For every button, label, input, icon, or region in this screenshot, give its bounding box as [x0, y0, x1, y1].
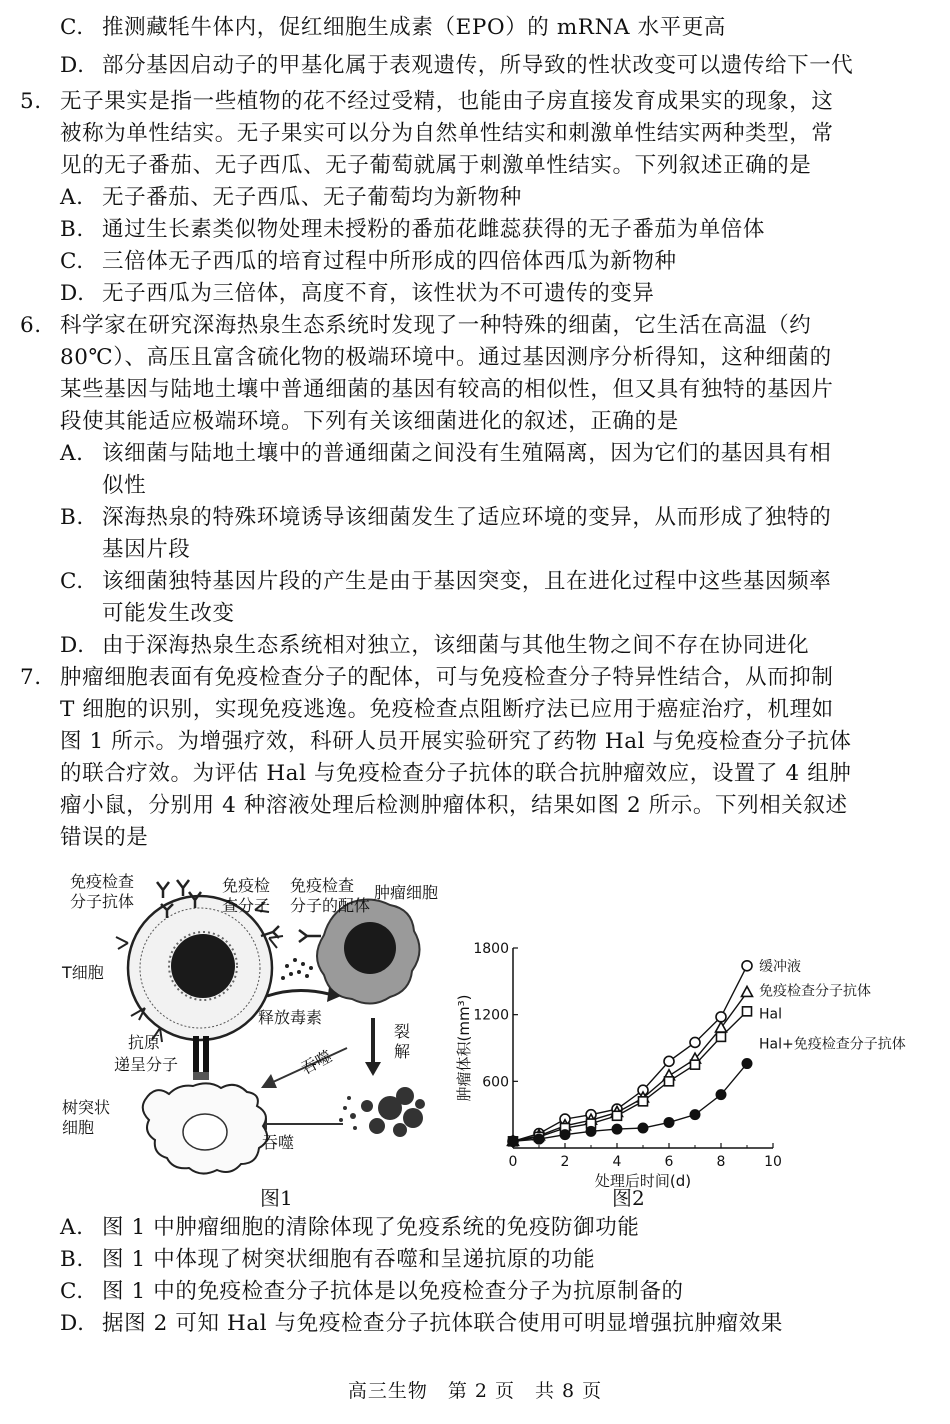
fig1-label-checkpoint: [222, 876, 270, 916]
fig1-label-tcell: T细胞: [62, 963, 104, 982]
marker-filled-circle: [534, 1134, 544, 1144]
series-legend-label: 免疫检查分子抗体: [759, 983, 871, 1000]
q7-stem-line5: 瘤小鼠，分别用 4 种溶液处理后检测肿瘤体积，结果如图 2 所示。下列相关叙述: [60, 793, 848, 818]
series-1: [508, 986, 753, 1145]
series-line: [513, 1064, 747, 1142]
y-tick-label: 1800: [473, 941, 509, 957]
fig1-label-lysis: [394, 1022, 410, 1062]
q6-option-a-label: A.: [60, 441, 84, 466]
q4-option-d-text: 部分基因启动子的甲基化属于表观遗传，所导致的性状改变可以遗传给下一代: [102, 53, 854, 78]
q6-option-b-label: B.: [60, 505, 84, 530]
fig1-label-dendritic-l1: 树突状: [62, 1098, 111, 1117]
series-legend-label: 缓冲液: [759, 958, 801, 975]
q5-option-c-text: 三倍体无子西瓜的培育过程中所形成的四倍体西瓜为新物种: [102, 249, 677, 274]
toxin-dots: [281, 958, 313, 980]
q7-stem-line1: 肿瘤细胞表面有免疫检查分子的配体，可与免疫检查分子特异性结合，从而抑制: [60, 665, 834, 690]
q7-option-d-label: D.: [60, 1311, 85, 1336]
q6-stem-line1: 科学家在研究深海热泉生态系统时发现了一种特殊的细菌，它生活在高温（约: [60, 313, 812, 338]
q5-stem-line1: 无子果实是指一些植物的花不经过受精，也能由子房直接发育成果实的现象，这: [60, 89, 834, 114]
q6-stem-line2: 80℃）、高压且富含硫化物的极端环境中。通过基因测序分析得知，这种细菌的: [60, 345, 832, 370]
q5-option-b-label: B.: [60, 217, 84, 242]
fig1-label-ligand-l2: 分子的配体: [290, 896, 371, 915]
q6-option-a-cont: 似性: [102, 473, 147, 498]
fig1-label-checkpoint-l2: 查分子: [222, 896, 271, 915]
x-tick-label: 6: [664, 1154, 674, 1170]
x-tick-label: 0: [508, 1154, 518, 1170]
q7-stem-line6: 错误的是: [60, 825, 149, 850]
marker-open-square: [743, 1007, 752, 1016]
fig1-label-lysis-1: 裂: [394, 1022, 411, 1041]
marker-filled-circle: [586, 1126, 596, 1136]
q5-option-a-text: 无子番茄、无子西瓜、无子葡萄均为新物种: [102, 185, 522, 210]
q6-option-d-text: 由于深海热泉生态系统相对独立，该细菌与其他生物之间不存在协同进化: [102, 633, 810, 658]
q6-option-b-text: 深海热泉的特殊环境诱导该细菌发生了适应环境的变异，从而形成了独特的: [102, 505, 832, 530]
x-axis-label: 处理后时间(d): [594, 1172, 692, 1190]
fig1-label-antibody-l2: 分子抗体: [70, 892, 135, 911]
series-2: [509, 1007, 752, 1146]
marker-filled-circle: [508, 1136, 518, 1146]
marker-open-circle: [690, 1037, 700, 1047]
q4-option-c: [60, 12, 726, 44]
marker-open-triangle: [742, 986, 753, 996]
q7-number: 7.: [20, 665, 42, 690]
marker-filled-circle: [560, 1130, 570, 1140]
fig1-label-engulf-lower: 吞噬: [262, 1133, 295, 1152]
q7-stem-line3: 图 1 所示。为增强疗效，科研人员开展实验研究了药物 Hal 与免疫检查分子抗体: [60, 729, 852, 754]
q7-stem-line2: T 细胞的识别，实现免疫逃逸。免疫检查点阻断疗法已应用于癌症治疗，机理如: [60, 697, 834, 722]
q4-option-d: [60, 50, 853, 82]
marker-open-circle: [664, 1056, 674, 1066]
series-line: [513, 1011, 747, 1141]
marker-open-circle: [742, 961, 752, 971]
q6-option-c-label: C.: [60, 569, 84, 594]
y-tick-label: 600: [482, 1074, 509, 1091]
q6-option-a-text: 该细菌与陆地土壤中的普通细菌之间没有生殖隔离，因为它们的基因具有相: [102, 441, 832, 466]
q7-option-b: [60, 1244, 595, 1276]
fig1-label-checkpoint-l1: 免疫检: [222, 876, 271, 895]
q6-stem-line4: 段使其能适应极端环境。下列有关该细菌进化的叙述，正确的是: [60, 409, 679, 434]
marker-open-square: [665, 1077, 674, 1086]
q5-option-d: [60, 278, 655, 310]
x-tick-label: 2: [560, 1154, 570, 1170]
ligand: [299, 930, 321, 942]
antigen-presentation-complex: [193, 1036, 209, 1080]
fig1-label-ligand-l1: 免疫检查: [290, 876, 355, 895]
series-legend-label: Hal: [759, 1006, 782, 1023]
lysed-tumor-fragments: [339, 1087, 425, 1137]
fig1-label-engulf-upper: 吞噬: [297, 1046, 336, 1079]
release-arrow: [267, 990, 329, 996]
q6-stem-line3: 某些基因与陆地土壤中普通细菌的基因有较高的相似性，但又具有独特的基因片: [60, 377, 834, 402]
fig1-label-antigen: 抗原: [128, 1033, 161, 1052]
q6-option-b: [60, 502, 831, 534]
fig1-label-presenting: 递呈分子: [114, 1055, 179, 1074]
t-cell: [128, 896, 272, 1040]
q4-option-d-label: D.: [60, 53, 85, 78]
q7-option-d-text: 据图 2 可知 Hal 与免疫检查分子抗体联合使用可明显增强抗肿瘤效果: [102, 1311, 783, 1336]
marker-filled-circle: [664, 1117, 674, 1127]
q5-option-b-text: 通过生长素类似物处理未授粉的番茄花雌蕊获得的无子番茄为单倍体: [102, 217, 766, 242]
q6-option-c: [60, 566, 831, 598]
fig1-label-dendritic: [62, 1098, 110, 1138]
figure2-caption: 图2: [612, 1186, 645, 1210]
fig1-label-release: 释放毒素: [258, 1008, 323, 1027]
x-tick-label: 4: [612, 1154, 622, 1170]
q6-option-b-cont: 基因片段: [102, 537, 191, 562]
q7-option-c: [60, 1276, 684, 1308]
marker-filled-circle: [690, 1110, 700, 1120]
q7-option-a-text: 图 1 中肿瘤细胞的清除体现了免疫系统的免疫防御功能: [102, 1215, 640, 1240]
q7-option-b-text: 图 1 中体现了树突状细胞有吞噬和呈递抗原的功能: [102, 1247, 596, 1272]
marker-open-square: [717, 1032, 726, 1041]
marker-open-square: [613, 1111, 622, 1120]
q7-option-d: [60, 1308, 783, 1340]
q4-option-c-text: 推测藏牦牛体内，促红细胞生成素（EPO）的 mRNA 水平更高: [102, 15, 726, 40]
dendritic-cell: [143, 1083, 267, 1173]
series-line: [513, 992, 747, 1141]
lysis-arrowhead: [365, 1062, 381, 1076]
q5-option-c-label: C.: [60, 249, 84, 274]
fig1-label-lysis-2: 解: [394, 1042, 411, 1061]
q6-option-c-cont: 可能发生改变: [102, 601, 235, 626]
q6-option-a: [60, 438, 831, 470]
marker-filled-circle: [638, 1123, 648, 1133]
q6-option-c-text: 该细菌独特基因片段的产生是由于基因突变，且在进化过程中这些基因频率: [102, 569, 832, 594]
q5-option-d-text: 无子西瓜为三倍体，高度不育，该性状为不可遗传的变异: [102, 281, 655, 306]
y-tick-label: 1200: [473, 1007, 509, 1024]
fig1-label-tumor: 肿瘤细胞: [374, 883, 439, 902]
marker-filled-circle: [612, 1124, 622, 1134]
marker-filled-circle: [742, 1059, 752, 1069]
marker-open-square: [639, 1097, 648, 1106]
q5-option-a-label: A.: [60, 185, 84, 210]
q7-option-c-label: C.: [60, 1279, 84, 1304]
q6-number: 6.: [20, 313, 42, 338]
q5-option-a: [60, 182, 522, 214]
q6-option-d: [60, 630, 809, 662]
q4-option-c-label: C.: [60, 15, 84, 40]
fig1-label-antibody: [70, 872, 134, 912]
marker-open-square: [691, 1060, 700, 1069]
q6-option-d-label: D.: [60, 633, 85, 658]
figure1-caption: 图1: [260, 1186, 293, 1210]
fig1-label-antibody-l1: 免疫检查: [70, 872, 135, 891]
marker-filled-circle: [716, 1090, 726, 1100]
q5-option-b: [60, 214, 765, 246]
fig1-label-ligand: [290, 876, 370, 916]
q5-stem-line2: 被称为单性结实。无子果实可以分为自然单性结实和刺激单性结实两种类型，常: [60, 121, 834, 146]
q7-option-c-text: 图 1 中的免疫检查分子抗体是以免疫检查分子为抗原制备的: [102, 1279, 684, 1304]
series-0: [508, 961, 752, 1147]
page-footer: 高三生物 第 2 页 共 8 页: [347, 1380, 603, 1402]
fig1-label-dendritic-l2: 细胞: [62, 1118, 95, 1137]
q7-option-a-label: A.: [60, 1215, 84, 1240]
x-tick-label: 8: [716, 1154, 726, 1170]
series-line: [513, 966, 747, 1142]
series-legend-label: Hal+免疫检查分子抗体: [759, 1036, 906, 1053]
x-tick-label: 10: [764, 1154, 782, 1170]
q5-option-d-label: D.: [60, 281, 85, 306]
y-axis-label: 肿瘤体积(mm³): [455, 994, 473, 1102]
q5-stem-line3: 见的无子番茄、无子西瓜、无子葡萄就属于刺激单性结实。下列叙述正确的是: [60, 153, 812, 178]
q7-option-b-label: B.: [60, 1247, 84, 1272]
q7-stem-line4: 的联合疗效。为评估 Hal 与免疫检查分子抗体的联合抗肿瘤效应，设置了 4 组肿: [60, 761, 852, 786]
q5-number: 5.: [20, 89, 42, 114]
figure2-chart: [455, 934, 935, 1192]
q7-option-a: [60, 1212, 639, 1244]
q5-option-c: [60, 246, 677, 278]
